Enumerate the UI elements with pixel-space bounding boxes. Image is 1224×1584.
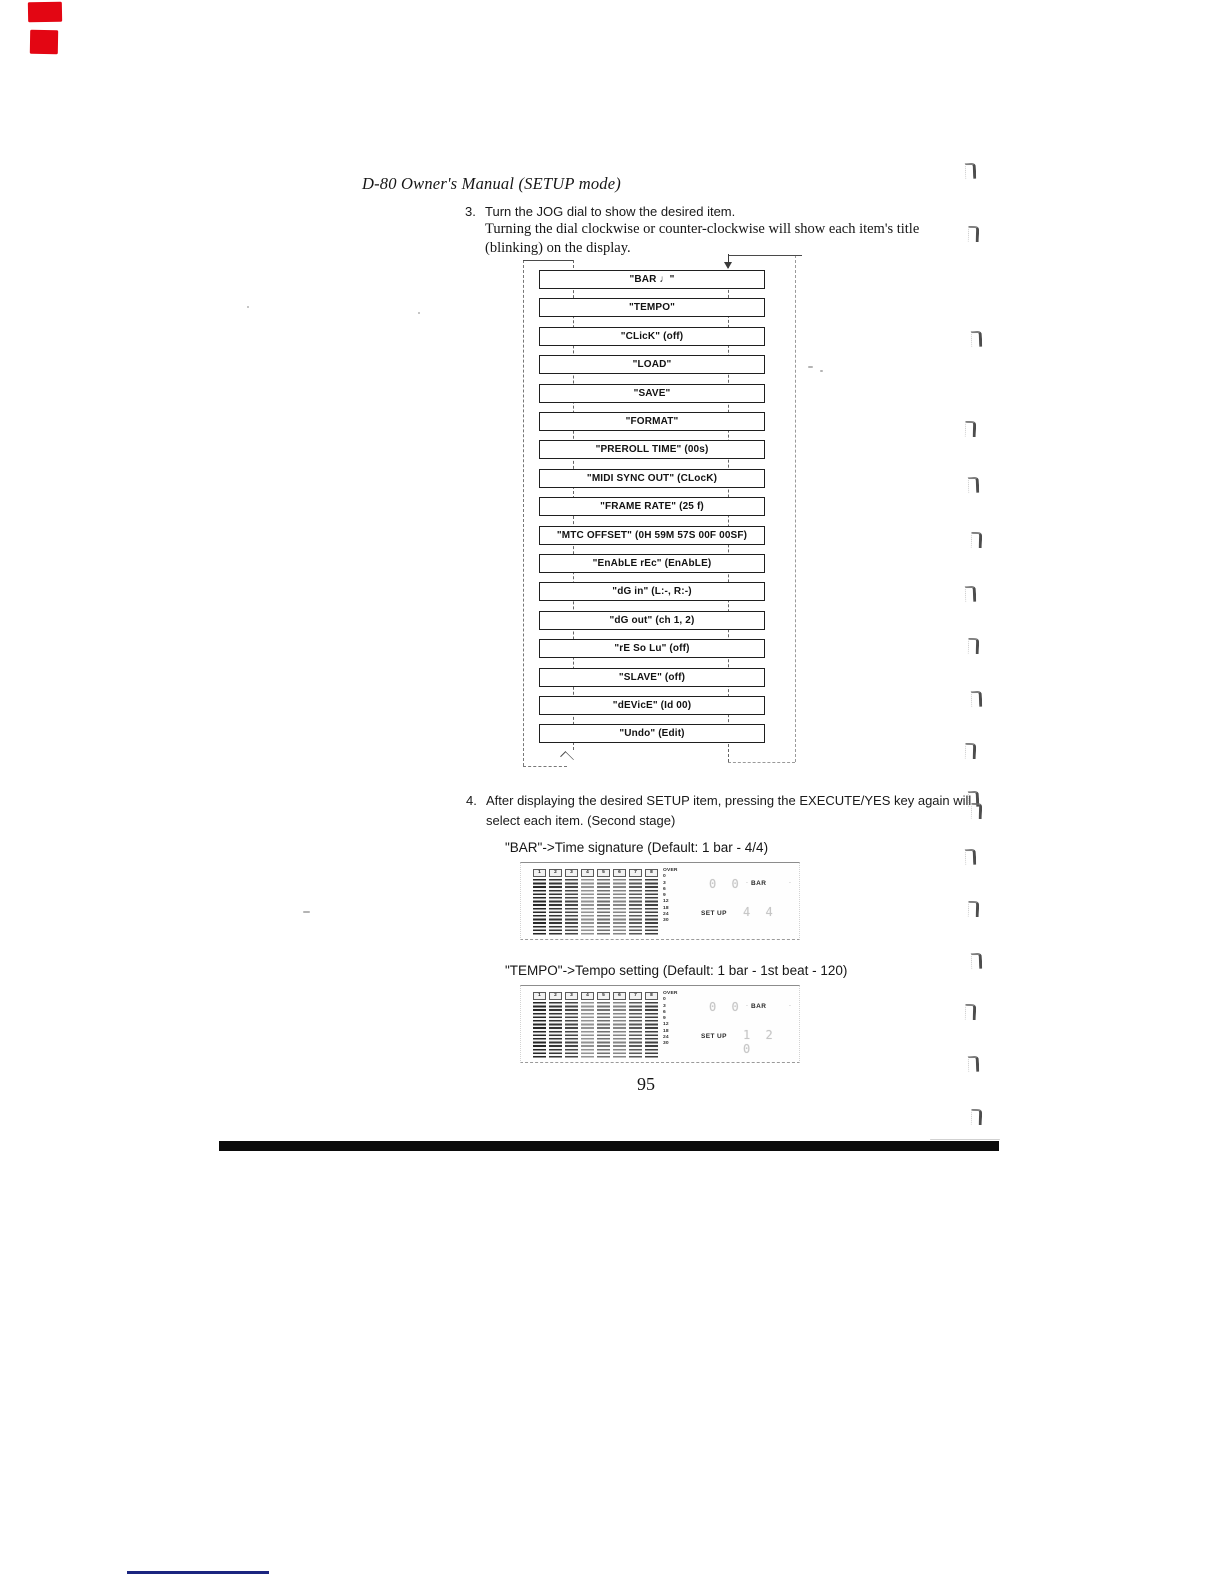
channel-number: 2 (549, 992, 562, 1000)
lcd-setup-label: SET UP (701, 910, 727, 917)
flowchart-item-label: "Undo" (Edit) (619, 728, 685, 740)
page-title: D-80 Owner's Manual (SETUP mode) (362, 174, 621, 193)
flowchart-item-label: "TEMPO" (628, 302, 676, 314)
meter-scale-label: 24 (663, 912, 669, 918)
flowchart-item (539, 440, 765, 459)
red-scan-mark-bottom (30, 30, 58, 54)
binding-mark (968, 901, 980, 917)
meter-bar (597, 1002, 610, 1058)
level-meter-column (645, 992, 658, 1058)
binding-mark (965, 586, 977, 602)
flowchart-item-label: "EnAbLE rEc" (EnAbLE) (592, 558, 712, 569)
level-meter-column (597, 869, 610, 935)
flowchart-item (539, 668, 765, 687)
meter-scale-label: 12 (663, 1022, 669, 1028)
flowchart-item-label: "MTC OFFSET" (0H 59M 57S 00F 00SF) (556, 529, 748, 541)
meter-bar (549, 879, 562, 935)
lcd-dot: . (746, 878, 748, 885)
channel-number: 5 (597, 992, 610, 1000)
channel-number: 6 (613, 992, 626, 1000)
flowchart-item (539, 384, 765, 403)
lcd-digits-top: 0 0 (709, 877, 743, 891)
binding-mark (968, 638, 980, 654)
loop-line-top-notch (523, 260, 573, 261)
level-meter-column (629, 992, 642, 1058)
setup-items-flowchart (505, 250, 807, 782)
flowchart-item (539, 497, 765, 516)
loop-line-bottom-left (523, 766, 567, 767)
scan-speck (418, 312, 420, 314)
flowchart-item (539, 639, 765, 658)
lcd-bar-label: BAR (751, 1003, 767, 1010)
flowchart-item-label: "dG in" (L:-, R:-) (612, 586, 692, 598)
binding-mark (971, 803, 983, 819)
meter-scale-label: 6 (663, 1009, 666, 1015)
level-meters (533, 992, 658, 1058)
flowchart-item (539, 696, 765, 715)
flowchart-item-label: "dG out" (ch 1, 2) (609, 614, 695, 626)
flowchart-item-label: "dEVicE" (Id 00) (612, 700, 692, 711)
lcd-digits-bottom: 4 4 (743, 905, 777, 919)
level-meter-column (565, 992, 578, 1058)
meter-scale-label: 30 (663, 1041, 669, 1047)
meter-scale-label: OVER (663, 868, 678, 873)
meter-scale-label: 0 (663, 997, 666, 1003)
binding-mark (965, 743, 977, 759)
flowchart-item-label: "FORMAT" (625, 416, 679, 427)
channel-number: 3 (565, 992, 578, 1000)
tempo-caption: "TEMPO"->Tempo setting (Default: 1 bar - 1st beat - 120) (505, 963, 848, 978)
flowchart-item-label: "SLAVE" (off) (618, 671, 686, 683)
flowchart-item-label: "FRAME RATE" (25 f) (600, 501, 704, 513)
meter-bar (597, 879, 610, 935)
level-meter-column (549, 992, 562, 1058)
channel-number: 7 (629, 992, 642, 1000)
meter-scale-label: 24 (663, 1035, 669, 1041)
step4-line1: After displaying the desired SETUP item, pressing the EXECUTE/YES key again will (486, 793, 972, 808)
meter-scale-label: OVER (663, 991, 678, 996)
lcd-dot: . (789, 878, 791, 885)
channel-number: 3 (565, 869, 578, 877)
flowchart-item (539, 724, 765, 743)
footer-black-bar (219, 1141, 999, 1151)
flowchart-item-label: "PREROLL TIME" (00s) (595, 444, 709, 456)
level-meter-column (645, 869, 658, 935)
loop-line-left (523, 260, 524, 766)
meter-scale-label: 30 (663, 918, 669, 924)
meter-bar (533, 1002, 546, 1058)
scan-speck (808, 366, 813, 368)
channel-number: 6 (613, 869, 626, 877)
level-meter-column (581, 869, 594, 935)
meter-bar (533, 879, 546, 935)
page-number: 95 (637, 1074, 655, 1094)
flowchart-item-label: "rE So Lu" (off) (614, 643, 690, 655)
step3-number: 3. (465, 204, 476, 219)
flowchart-item (539, 469, 765, 488)
scan-speck (820, 370, 823, 372)
flowchart-item (539, 582, 765, 601)
level-meter-column (629, 869, 642, 935)
down-arrow-icon (724, 262, 732, 269)
flowchart-item-label: "BAR ♩" (629, 274, 675, 285)
meter-scale (663, 991, 678, 1048)
meter-scale-label: 6 (663, 886, 666, 892)
level-meters (533, 869, 658, 935)
bottom-blue-line (127, 1571, 269, 1574)
step3-line3: (blinking) on the display. (485, 240, 631, 256)
binding-mark (965, 421, 977, 437)
channel-number: 4 (581, 992, 594, 1000)
meter-scale (663, 868, 678, 925)
flowchart-item (539, 327, 765, 346)
loop-caret-icon (560, 751, 574, 765)
meter-bar (565, 1002, 578, 1058)
lcd-display-tempo (520, 985, 800, 1063)
meter-bar (549, 1002, 562, 1058)
flowchart-item (539, 270, 765, 289)
binding-mark (971, 532, 983, 548)
binding-mark (968, 226, 980, 242)
meter-scale-label: 18 (663, 905, 669, 911)
step4-line2: select each item. (Second stage) (486, 813, 676, 828)
scan-speck (303, 911, 310, 913)
channel-number: 2 (549, 869, 562, 877)
channel-number: 1 (533, 992, 546, 1000)
meter-bar (581, 1002, 594, 1058)
binding-mark (965, 849, 977, 865)
level-meter-column (565, 869, 578, 935)
binding-mark (971, 331, 983, 347)
flowchart-item (539, 412, 765, 431)
meter-scale-label: 3 (663, 880, 666, 886)
channel-number: 8 (645, 992, 658, 1000)
binding-mark (965, 1004, 977, 1020)
binding-mark (971, 953, 983, 969)
flowchart-item (539, 526, 765, 545)
flowchart-item (539, 355, 765, 374)
channel-number: 5 (597, 869, 610, 877)
lcd-digits-bottom: 1 2 0 (743, 1028, 777, 1056)
lcd-dot: . (789, 1001, 791, 1008)
scan-speck (930, 1139, 1000, 1140)
scan-speck (247, 306, 249, 308)
level-meter-column (533, 869, 546, 935)
flowchart-item-label: "CLicK" (off) (620, 330, 684, 342)
flowchart-item-label: "LOAD" (632, 359, 672, 371)
flowchart-item (539, 611, 765, 630)
meter-bar (613, 879, 626, 935)
step3-line2: Turning the dial clockwise or counter-clockwise will show each item's title (485, 221, 920, 237)
loop-line-bottom-right (728, 762, 795, 763)
meter-bar (629, 879, 642, 935)
bar-caption: "BAR"->Time signature (Default: 1 bar - 4/4) (505, 840, 769, 855)
flowchart-item (539, 554, 765, 573)
lcd-dot: . (746, 1001, 748, 1008)
meter-scale-label: 18 (663, 1028, 669, 1034)
lcd-bar-label: BAR (751, 880, 767, 887)
meter-scale-label: 9 (663, 1016, 666, 1022)
lcd-display-bar (520, 862, 800, 940)
meter-scale-label: 3 (663, 1003, 666, 1009)
meter-bar (565, 879, 578, 935)
meter-bar (629, 1002, 642, 1058)
binding-mark (968, 477, 980, 493)
meter-scale-label: 9 (663, 893, 666, 899)
lcd-setup-label: SET UP (701, 1033, 727, 1040)
level-meter-column (533, 992, 546, 1058)
channel-number: 4 (581, 869, 594, 877)
meter-bar (613, 1002, 626, 1058)
lcd-digits-top: 0 0 (709, 1000, 743, 1014)
flowchart-item (539, 298, 765, 317)
binding-mark (971, 1109, 983, 1125)
flowchart-item-label: "SAVE" (633, 387, 671, 399)
meter-bar (581, 879, 594, 935)
binding-mark (965, 163, 977, 179)
meter-bar (645, 1002, 658, 1058)
channel-number: 1 (533, 869, 546, 877)
channel-number: 7 (629, 869, 642, 877)
level-meter-column (597, 992, 610, 1058)
flowchart-item-label: "MIDI SYNC OUT" (CLocK) (586, 472, 718, 484)
level-meter-column (613, 992, 626, 1058)
meter-scale-label: 0 (663, 874, 666, 880)
level-meter-column (581, 992, 594, 1058)
loop-line-top-right (728, 255, 802, 256)
channel-number: 8 (645, 869, 658, 877)
step4-number: 4. (466, 793, 477, 808)
meter-bar (645, 879, 658, 935)
meter-scale-label: 12 (663, 899, 669, 905)
binding-mark (971, 691, 983, 707)
level-meter-column (613, 869, 626, 935)
binding-mark (968, 1056, 980, 1072)
step3-line1: Turn the JOG dial to show the desired item. (485, 204, 736, 219)
level-meter-column (549, 869, 562, 935)
red-scan-mark-top (28, 2, 62, 23)
loop-line-right (795, 255, 796, 762)
